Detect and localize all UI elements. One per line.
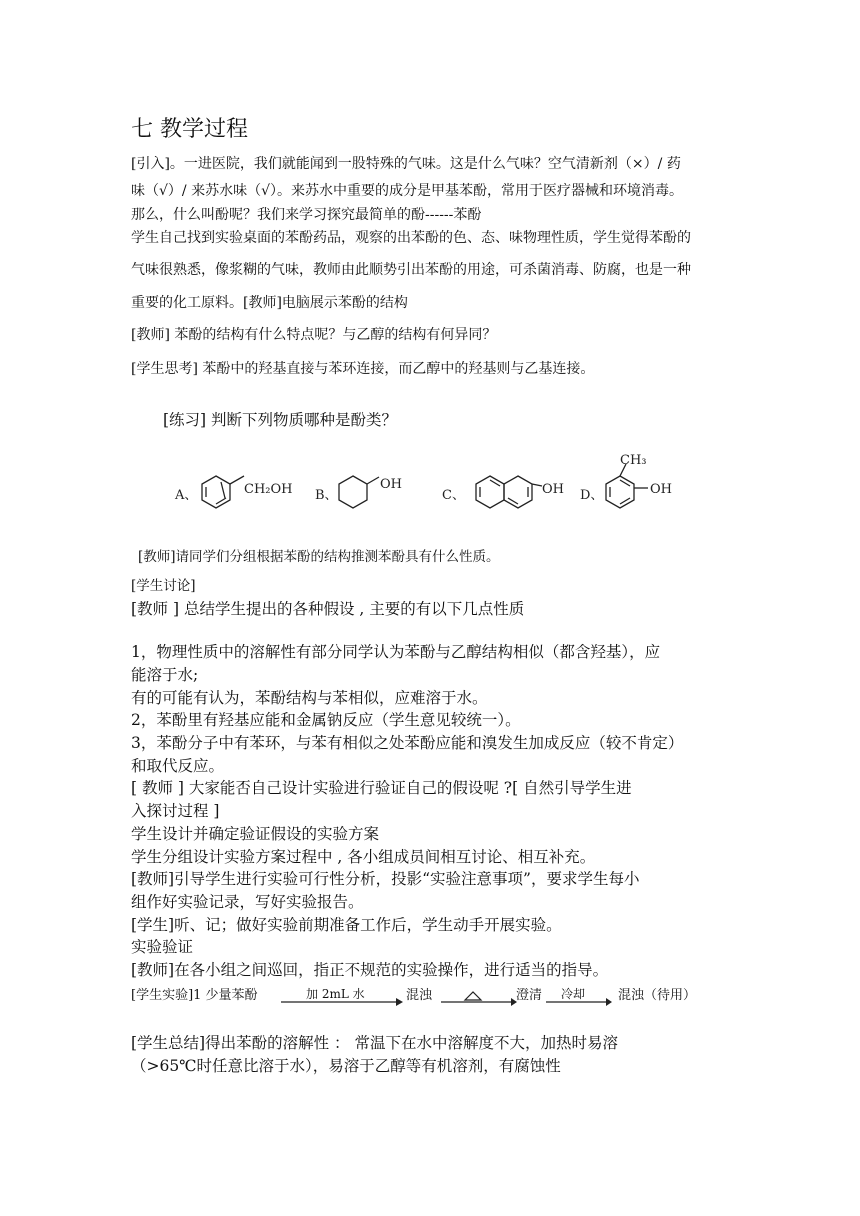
arrow-1	[281, 994, 403, 1006]
group-d: OH	[650, 482, 672, 497]
observe-line-3: 重要的化工原料。[教师]电脑展示苯酚的结构	[131, 295, 408, 311]
cyclohexane-ring-b	[339, 476, 367, 508]
design-line-4: 学生分组设计实验方案过程中 , 各小组成员间相互讨论、相互补充。	[131, 848, 596, 866]
point-2: 2，苯酚里有羟基应能和金属钠反应（学生意见较统一）。	[131, 711, 521, 729]
teacher-group-task: [教师]请同学们分组根据苯酚的结构推测苯酚具有什么性质。	[138, 549, 500, 565]
intro-line-2: 味（√）/ 来苏水味（√）。来苏水中重要的成分是甲基苯酚，常用于医疗器械和环境消毒。	[131, 183, 684, 199]
group-b: OH	[380, 477, 402, 492]
observe-line-1: 学生自己找到实验桌面的苯酚药品，观察的出苯酚的色、态、味物理性质，学生觉得苯酚的	[131, 230, 691, 246]
section-heading: 七 教学过程	[131, 117, 248, 142]
point-3b: 和取代反应。	[131, 757, 225, 775]
arrow-2-heating	[441, 988, 517, 1006]
experiment-flow	[131, 982, 731, 1006]
teacher-summary: [教师 ] 总结学生提出的各种假设 , 主要的有以下几点性质	[131, 600, 525, 618]
teacher-question: [教师] 苯酚的结构有什么特点呢？与乙醇的结构有何异同？	[131, 327, 497, 343]
design-line-1: [ 教师 ] 大家能否自己设计实验进行验证自己的假设呢 ?[ 自然引导学生进	[131, 779, 632, 797]
experiment-prefix: [学生实验]1 少量苯酚	[131, 988, 258, 1003]
arrow-1-label: 加 2mL 水	[306, 987, 365, 1001]
arrow-3	[546, 994, 612, 1006]
state-3: 混浊（待用）	[618, 988, 697, 1003]
student-discussion: [学生讨论]	[131, 578, 196, 594]
design-line-2: 入探讨过程 ]	[131, 802, 220, 820]
point-3a: 3，苯酚分子中有苯环，与苯有相似之处苯酚应能和溴发生加成反应（较不肯定）	[131, 734, 684, 752]
conclusion-line-1: [学生总结]得出苯酚的溶解性 ： 常温下在水中溶解度不大，加热时易溶	[131, 1034, 618, 1052]
intro-line-3: 那么，什么叫酚呢？我们来学习探究最简单的酚------苯酚	[131, 207, 482, 223]
arrow-3-label: 冷却	[561, 987, 586, 1001]
label-c: C、	[442, 488, 465, 503]
structure-formulas	[160, 446, 700, 526]
design-line-9: [教师]在各小组之间巡回，指正不规范的实验操作，进行适当的指导。	[131, 961, 609, 979]
point-1c: 有的可能有认为，苯酚结构与苯相似，应难溶于水。	[131, 689, 488, 707]
design-line-5: [教师]引导学生进行实验可行性分析，投影“实验注意事项”，要求学生每小	[131, 870, 640, 888]
design-line-8: 实验验证	[131, 938, 194, 956]
student-thinking: [学生思考] 苯酚中的羟基直接与苯环连接，而乙醇中的羟基则与乙基连接。	[131, 361, 595, 377]
label-b: B、	[315, 488, 338, 503]
exercise-prompt: [练习] 判断下列物质哪种是酚类？	[163, 411, 398, 429]
label-a: A、	[175, 488, 198, 503]
point-1a: 1，物理性质中的溶解性有部分同学认为苯酚与乙醇结构相似（都含羟基），应	[131, 643, 661, 661]
label-d: D、	[580, 488, 604, 503]
intro-line-1: [引入]。一进医院，我们就能闻到一股特殊的气味。这是什么气味？空气清新剂（×）/ 药	[131, 156, 681, 172]
conclusion-line-2: （>65℃时任意比溶于水），易溶于乙醇等有机溶剂，有腐蚀性	[131, 1057, 561, 1075]
group-a: CH₂OH	[244, 482, 293, 497]
heat-triangle-icon	[465, 992, 481, 1000]
design-line-7: [学生]听、记；做好实验前期准备工作后，学生动手开展实验。	[131, 916, 562, 934]
observe-line-2: 气味很熟悉，像浆糊的气味，教师由此顺势引出苯酚的用途，可杀菌消毒、防腐，也是一种	[131, 262, 691, 278]
state-2: 澄清	[516, 988, 543, 1003]
design-line-6: 组作好实验记录，写好实验报告。	[131, 893, 364, 911]
state-1: 混浊	[406, 988, 433, 1003]
methyl-d: CH₃	[620, 453, 647, 468]
point-1b: 能溶于水;	[131, 666, 199, 684]
group-c: OH	[542, 482, 564, 497]
design-line-3: 学生设计并确定验证假设的实验方案	[131, 825, 380, 843]
